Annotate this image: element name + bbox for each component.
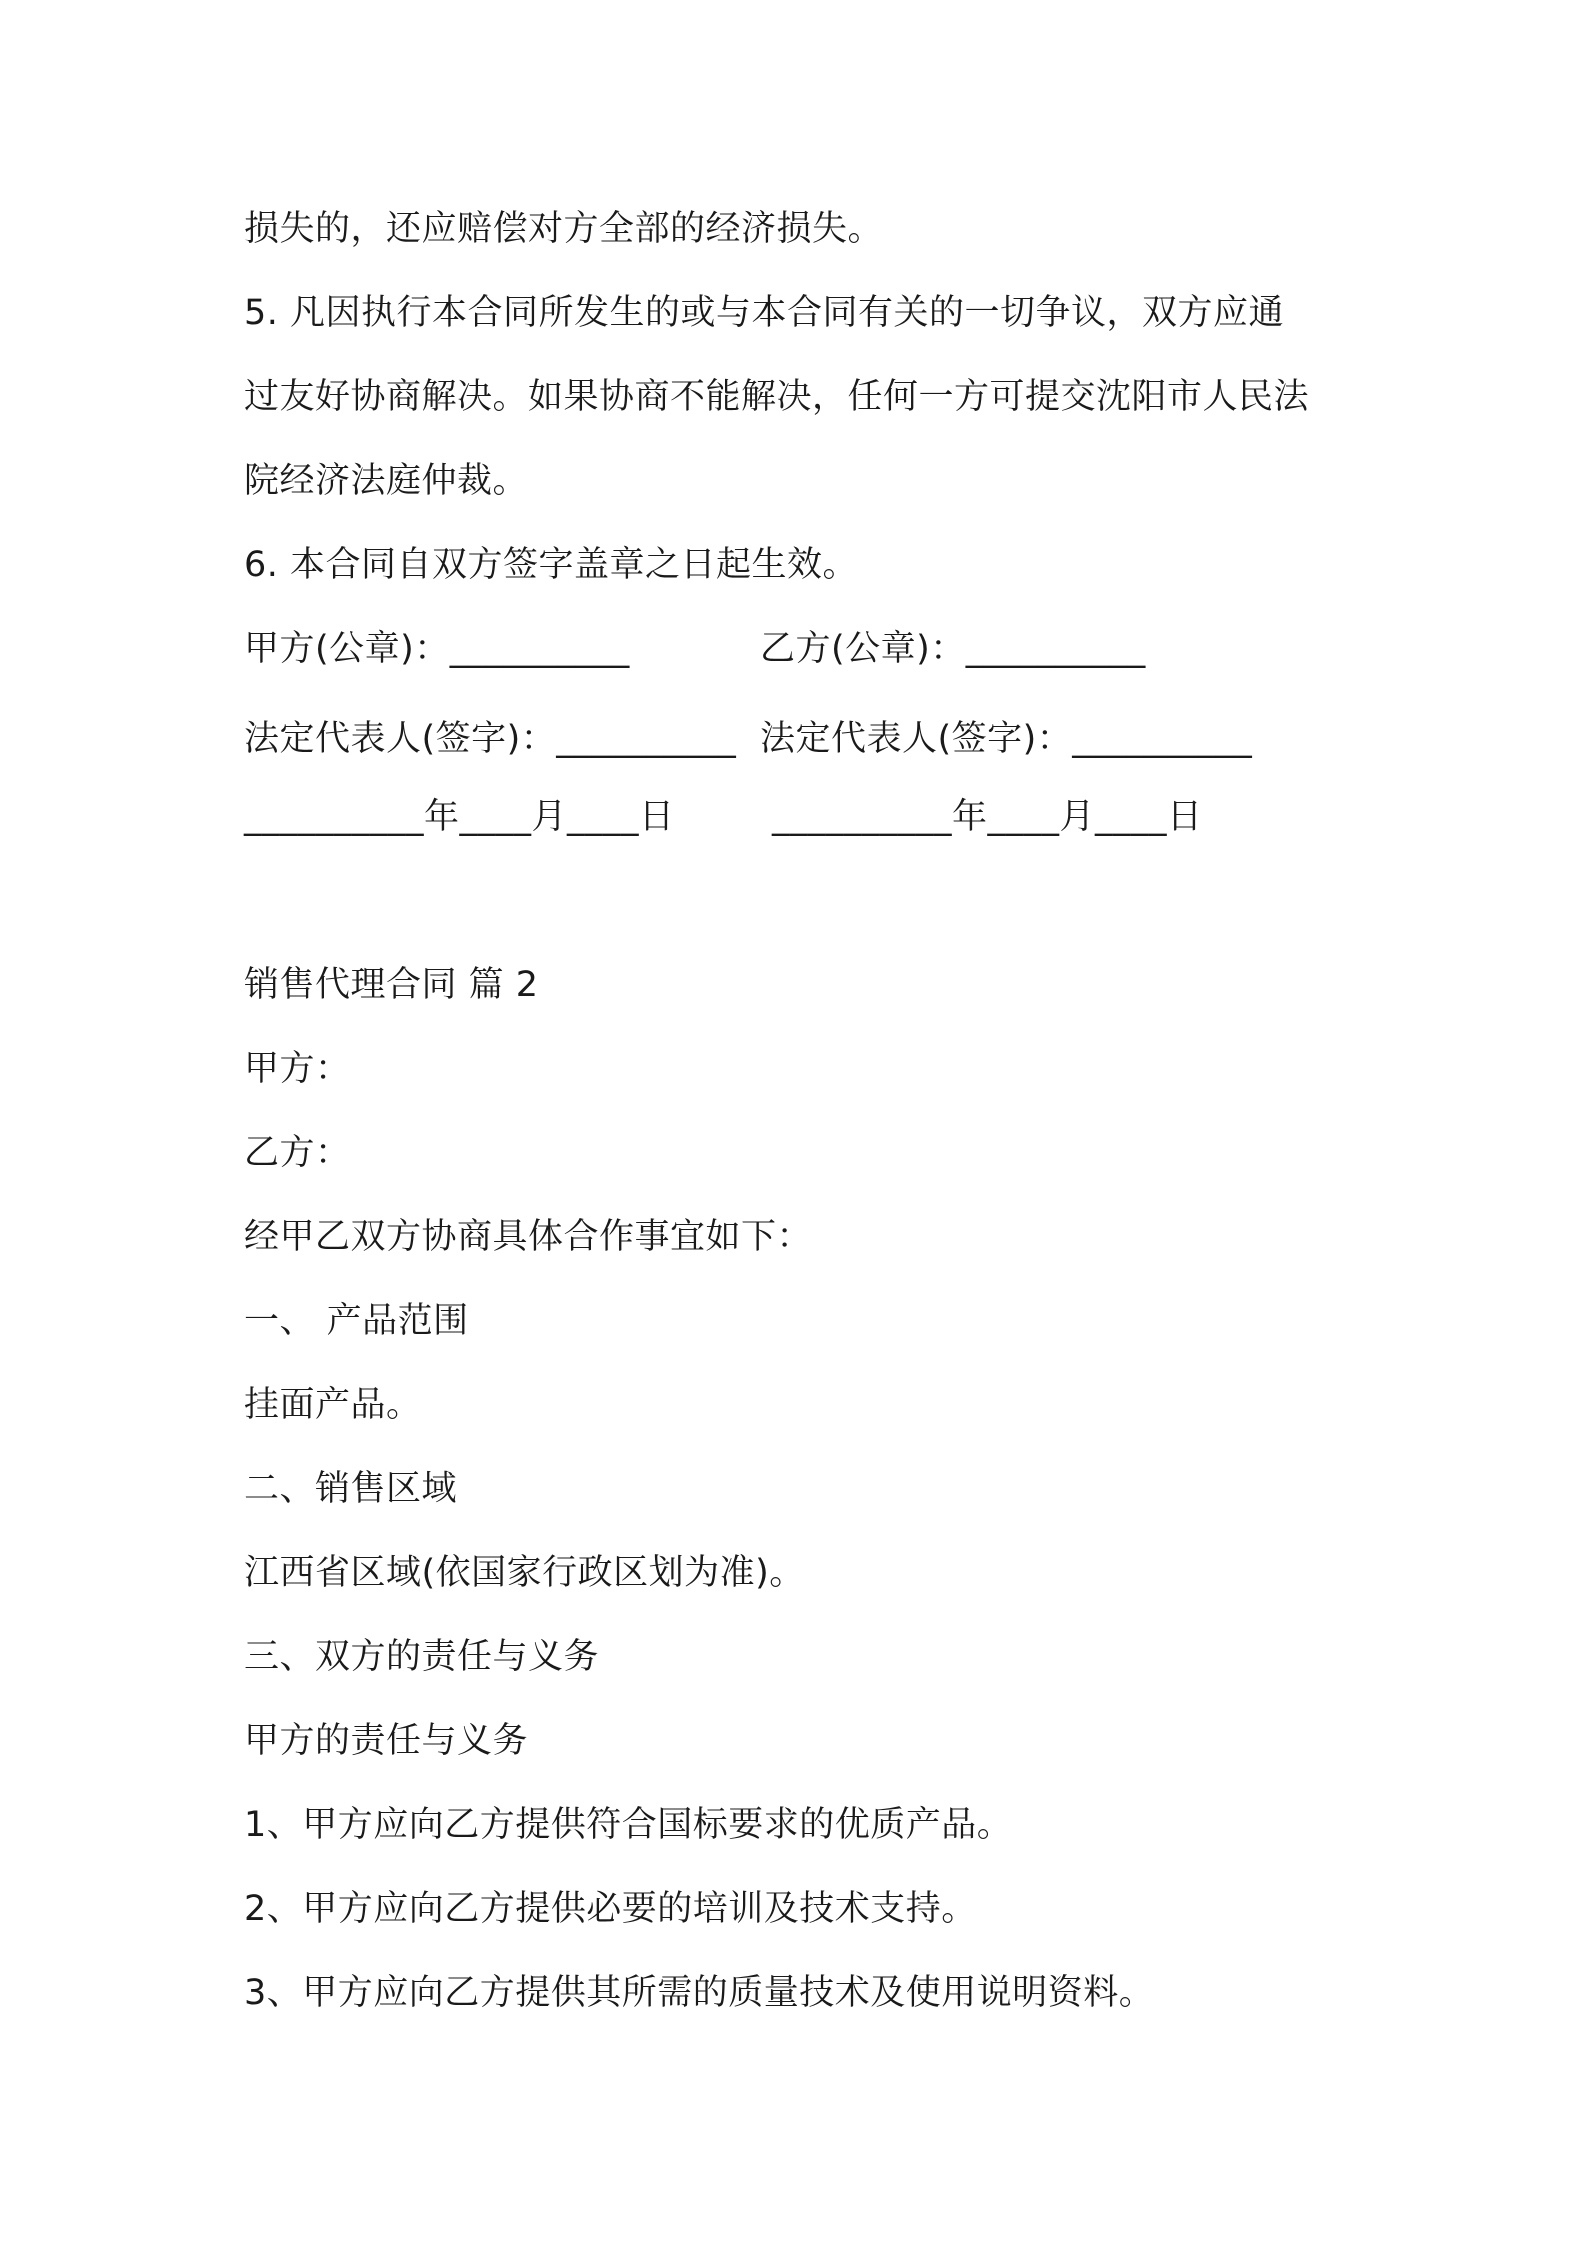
clause-5-line: 过友好协商解决。如果协商不能解决，任何一方可提交沈阳市人民法 [244,377,1310,417]
obligation-item: 1、甲方应向乙方提供符合国标要求的优质产品。 [244,1805,1013,1845]
party-b-seal-line: 乙方(公章)：__________ [760,629,1146,669]
party-a-representative-line: 法定代表人(签字)：__________ [244,719,737,759]
party-b-label: 乙方： [244,1133,351,1173]
contract-2-title: 销售代理合同 篇 2 [244,965,539,1005]
section-3-heading: 三、双方的责任与义务 [244,1637,600,1677]
clause-5-line: 5. 凡因执行本合同所发生的或与本合同有关的一切争议，双方应通 [244,293,1285,333]
clause-6-line: 6. 本合同自双方签字盖章之日起生效。 [244,545,859,585]
section-2-body: 江西省区域(依国家行政区划为准)。 [244,1553,805,1593]
party-a-date-line: __________年____月____日 [244,797,675,837]
section-1-body: 挂面产品。 [244,1385,422,1425]
paragraph-line: 损失的，还应赔偿对方全部的经济损失。 [244,209,884,249]
party-b-date-line: __________年____月____日 [772,797,1203,837]
party-a-label: 甲方： [244,1049,351,1089]
party-a-seal-line: 甲方(公章)：__________ [244,629,630,669]
contract-intro: 经甲乙双方协商具体合作事宜如下： [244,1217,813,1257]
clause-5-line: 院经济法庭仲裁。 [244,461,529,501]
section-1-heading: 一、 产品范围 [244,1301,469,1341]
obligation-item: 2、甲方应向乙方提供必要的培训及技术支持。 [244,1889,977,1929]
obligation-item: 3、甲方应向乙方提供其所需的质量技术及使用说明资料。 [244,1973,1155,2013]
section-3-subheading: 甲方的责任与义务 [244,1721,529,1761]
party-b-representative-line: 法定代表人(签字)：__________ [760,719,1253,759]
section-2-heading: 二、销售区域 [244,1469,458,1509]
